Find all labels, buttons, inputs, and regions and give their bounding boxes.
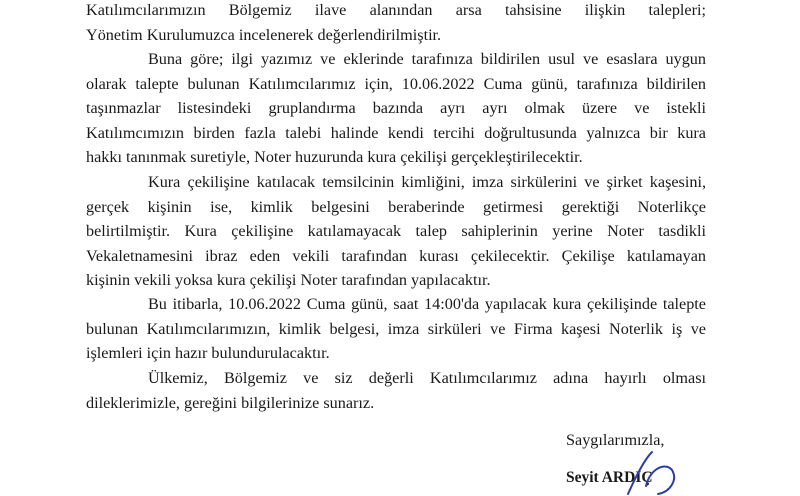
text-line: Katılımcılarımızın Bölgemiz ilave alanından arsa tahsisine ilişkin talepleri; [86, 1, 706, 19]
text-line: bulunan Katılımcılarımızın, kimlik belgesi, imza sirküleri ve Firma kaşesi Noterlik iş ve [86, 319, 706, 338]
closing-salutation: Saygılarımızla, [566, 431, 665, 449]
text-line: kişinin vekili yoksa kura çekilişi Noter tarafından yapılacaktır. [86, 271, 491, 290]
paragraph-lottery-time [86, 292, 706, 366]
text-line: Katılımcımızın birden fazla talebi halinde kendi tercihi doğrultusunda yalnızca bir kura [86, 123, 706, 142]
text-line: belirtilmiştir. Kura çekilişine katılamayacak talep sahiplerinin yerine Noter tasdikli [86, 222, 706, 241]
text-line: Yönetim Kurulumuzca incelenerek değerlendirilmiştir. [86, 25, 442, 44]
signer-name: Seyit ARDIÇ [566, 469, 653, 486]
paragraph-request-review [86, 0, 706, 47]
text-line: olarak talepte bulunan Katılımcılarımız için, 10.06.2022 Cuma günü, tarafınıza bildirilen [86, 74, 706, 93]
text-line: taşınmazlar listesindeki gruplandırma bazında ayrı ayrı olmak üzere ve istekli [86, 99, 706, 118]
paragraph-representative-documents [86, 170, 706, 293]
text-line: Vekaletnamesini ibraz eden vekili tarafından kurası çekilecektir. Çekilişe katılamayan [86, 246, 706, 265]
text-line: işlemleri için hazır bulundurulacaktır. [86, 344, 330, 363]
text-line: Ülkemiz, Bölgemiz ve siz değerli Katılımcılarımız adına hayırlı olması [148, 369, 706, 387]
text-line: hakkı tanınmak suretiyle, Noter huzurunda kura çekilişi gerçekleştirilecektir. [86, 148, 583, 167]
text-line: Buna göre; ilgi yazımız ve eklerinde tarafınıza bildirilen usul ve esaslara uygun [148, 50, 706, 68]
text-line: gerçek kişinin ise, kimlik belgesini beraberinde getirmesi gerektiği Noterlikçe [86, 197, 706, 216]
paragraph-lottery-date [86, 47, 706, 170]
text-line: Bu itibarla, 10.06.2022 Cuma günü, saat 14:00'da yapılacak kura çekilişinde talepte [148, 295, 706, 313]
text-line: dileklerimizle, gereğini bilgilerinize sunarız. [86, 393, 375, 412]
paragraph-wishes [86, 366, 706, 415]
handwritten-signature-icon [600, 446, 690, 496]
text-line: Kura çekilişine katılacak temsilcinin kimliğini, imza sirkülerini ve şirket kaşesini, [148, 173, 706, 191]
